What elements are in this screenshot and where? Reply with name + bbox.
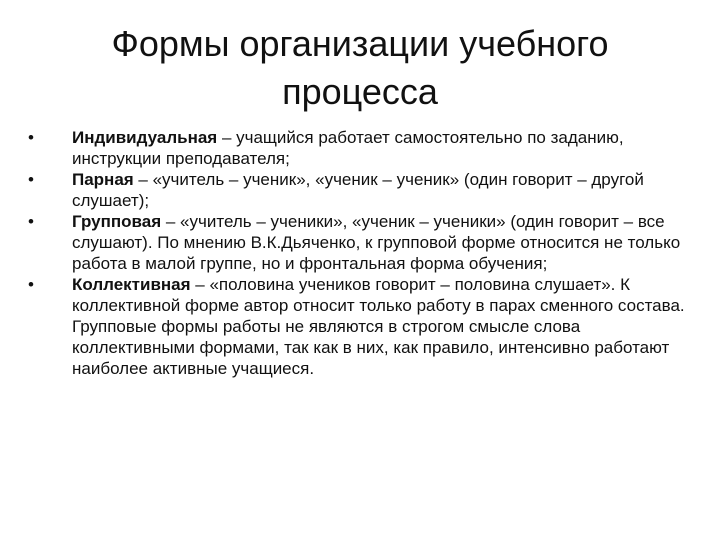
bullet-group — [28, 211, 698, 274]
bullet-term-pair: Парная — [72, 170, 134, 189]
bullet-list — [28, 127, 698, 379]
bullet-text-pair: – «учитель – ученик», «ученик – ученик» (один говорит – другой слушает); — [72, 170, 644, 210]
bullet-term-collective: Коллективная — [72, 275, 191, 294]
bullet-marker: • — [28, 170, 34, 189]
bullet-term-individual: Индивидуальная — [72, 128, 218, 147]
slide-title-line-2: процесса — [282, 71, 438, 112]
bullet-individual — [28, 127, 698, 169]
bullet-collective — [28, 274, 698, 379]
bullet-text-group: – «учитель – ученики», «ученик – ученики» (один говорит – все слушают). По мнению В.К.Дьяченко, к групповой форме относится не только работа в малой группе, но и фронтальная форма обучения; — [72, 212, 681, 273]
bullet-pair — [28, 169, 698, 211]
bullet-text-individual: – учащийся работает самостоятельно по заданию, инструкции преподавателя; — [72, 128, 624, 168]
bullet-marker: • — [28, 128, 34, 147]
bullet-text-collective: – «половина учеников говорит – половина слушает». К коллективной форме автор относит только работу в парах сменного состава. Групповые формы работы не являются в строгом смысле слова коллективными формами, так как в них, как правило, интенсивно работают наиболее активные учащиеся. — [72, 275, 685, 378]
slide-title — [110, 20, 610, 116]
bullet-marker: • — [28, 212, 34, 231]
bullet-term-group: Групповая — [72, 212, 162, 231]
slide-title-line-1: Формы организации учебного — [111, 23, 609, 64]
bullet-marker: • — [28, 275, 34, 294]
